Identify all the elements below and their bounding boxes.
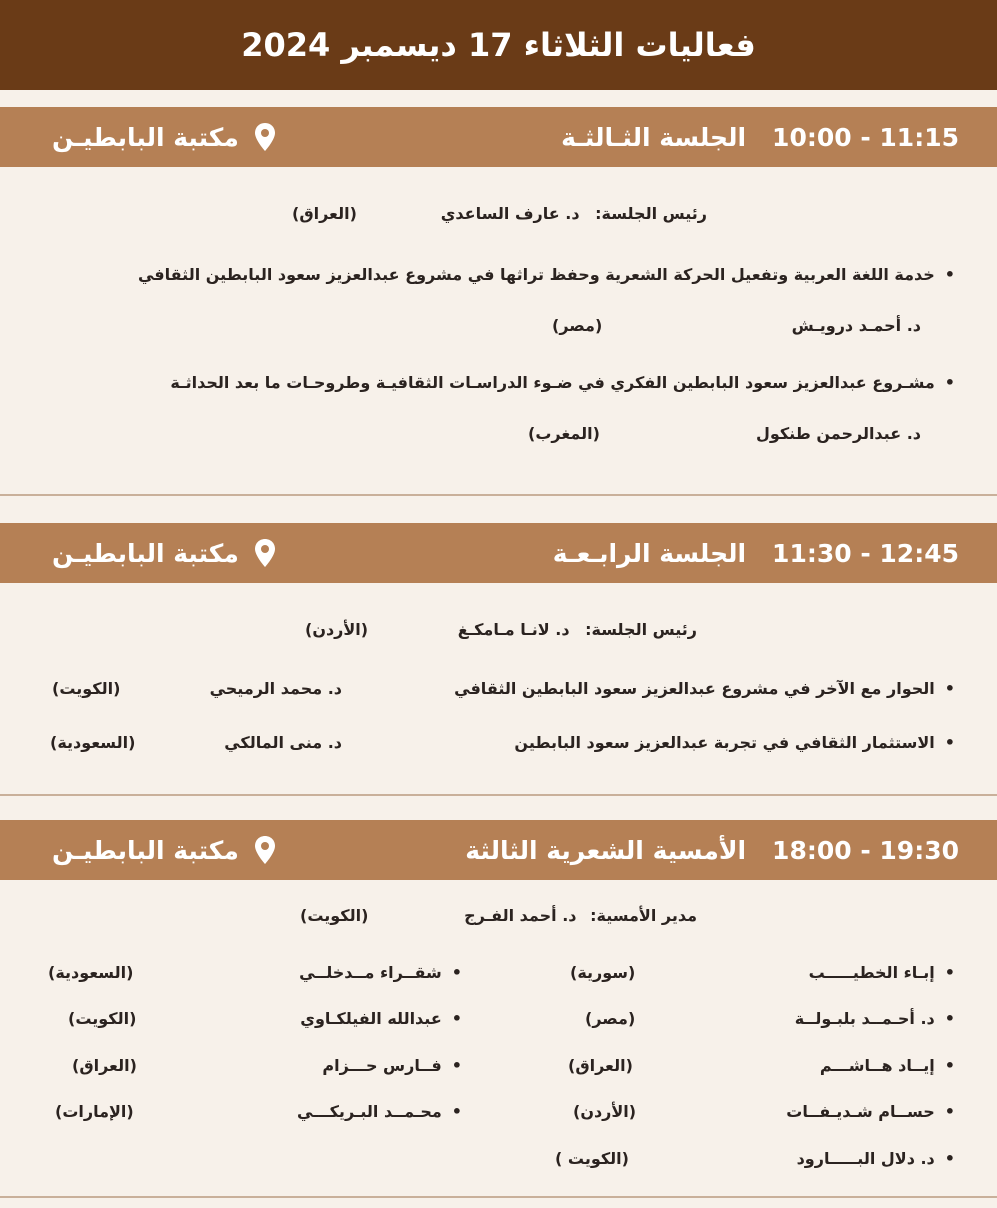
poet-country: (الكويت ) [555,1149,629,1168]
session-time: 10:00 - 11:15 [772,122,959,152]
paper-speaker: د. منى المالكي [224,733,342,752]
session-chair: رئيس الجلسة: د. لانـا مـامكـغ [457,620,697,639]
session-chair: رئيس الجلسة: د. عارف الساعدي [440,204,707,223]
poet-item: •د. دلال البـــــارود [796,1149,955,1168]
paper-title: •مشـروع عبدالعزيز سعود البابطين الفكري في ضـوء الدراسـات الثقافيـة وطروحـات ما بعد الحداثـة [170,373,955,392]
session-name: الجلسة الثـالثـة [561,122,747,152]
evening-moderator: مدير الأمسية: د. أحمد الفـرج [464,906,697,925]
poet-country: (السعودية) [48,963,134,982]
location-name: مكتبة البابطيـن [52,122,239,152]
session-name: الجلسة الرابـعـة [552,538,747,568]
poet-item: •عبدالله الفيلكـاوي [300,1009,462,1028]
paper-title: •الاستثمار الثقافي في تجربة عبدالعزيز سعود البابطين [514,733,955,752]
poet-item: •محـمــد البـريكـــي [297,1102,462,1121]
poet-item: •د. أحـمــد بلبـولــة [794,1009,955,1028]
session-location [52,835,277,865]
location-pin-icon [253,538,277,568]
poet-item: •إبـاء الخطيـــــب [808,963,955,982]
session-time: 11:30 - 12:45 [772,538,959,568]
poet-country: (الإمارات) [55,1102,134,1121]
section-divider [0,794,997,796]
session-bar-3 [0,107,997,167]
session-time: 18:00 - 19:30 [772,835,959,865]
page-title: فعاليات الثلاثاء 17 ديسمبر 2024 [0,0,997,90]
poet-item: •شقــراء مــدخلــي [299,963,462,982]
location-name: مكتبة البابطيـن [52,538,239,568]
poet-item: •حســام شـديـفــات [786,1102,955,1121]
speaker-country: (مصر) [552,316,603,335]
paper-speaker: د. أحمـد درويـش [791,316,921,335]
speaker-country: (السعودية) [50,733,136,752]
paper-title: •الحوار مع الآخر في مشروع عبدالعزيز سعود البابطين الثقافي [454,679,955,698]
session-bar-4 [0,523,997,583]
location-pin-icon [253,122,277,152]
poet-country: (العراق) [568,1056,633,1075]
paper-speaker: د. عبدالرحمن طنكول [755,424,921,443]
location-name: مكتبة البابطيـن [52,835,239,865]
session-location [52,122,277,152]
location-pin-icon [253,835,277,865]
chair-country: (العراق) [292,204,357,223]
poet-item: •فــارس حـــزام [322,1056,462,1075]
paper-speaker: د. محمد الرميحي [209,679,342,698]
poet-country: (سورية) [570,963,636,982]
moderator-country: (الكويت) [300,906,369,925]
poet-country: (العراق) [72,1056,137,1075]
session-name: الأمسية الشعرية الثالثة [465,835,747,865]
poet-country: (الكويت) [68,1009,137,1028]
speaker-country: (الكويت) [52,679,121,698]
poet-country: (الأردن) [573,1102,637,1121]
poet-country: (مصر) [585,1009,636,1028]
session-bar-poetry [0,820,997,880]
session-title [561,123,959,152]
poet-item: •إيــاد هــاشـــم [819,1056,955,1075]
chair-country: (الأردن) [305,620,369,639]
session-title [553,539,959,568]
paper-title: •خدمة اللغة العربية وتفعيل الحركة الشعرية وحفظ تراثها في مشروع عبدالعزيز سعود البابطين الثقافي [137,265,955,284]
session-title [465,836,959,865]
section-divider [0,1196,997,1198]
session-location [52,538,277,568]
section-divider [0,494,997,496]
speaker-country: (المغرب) [528,424,600,443]
